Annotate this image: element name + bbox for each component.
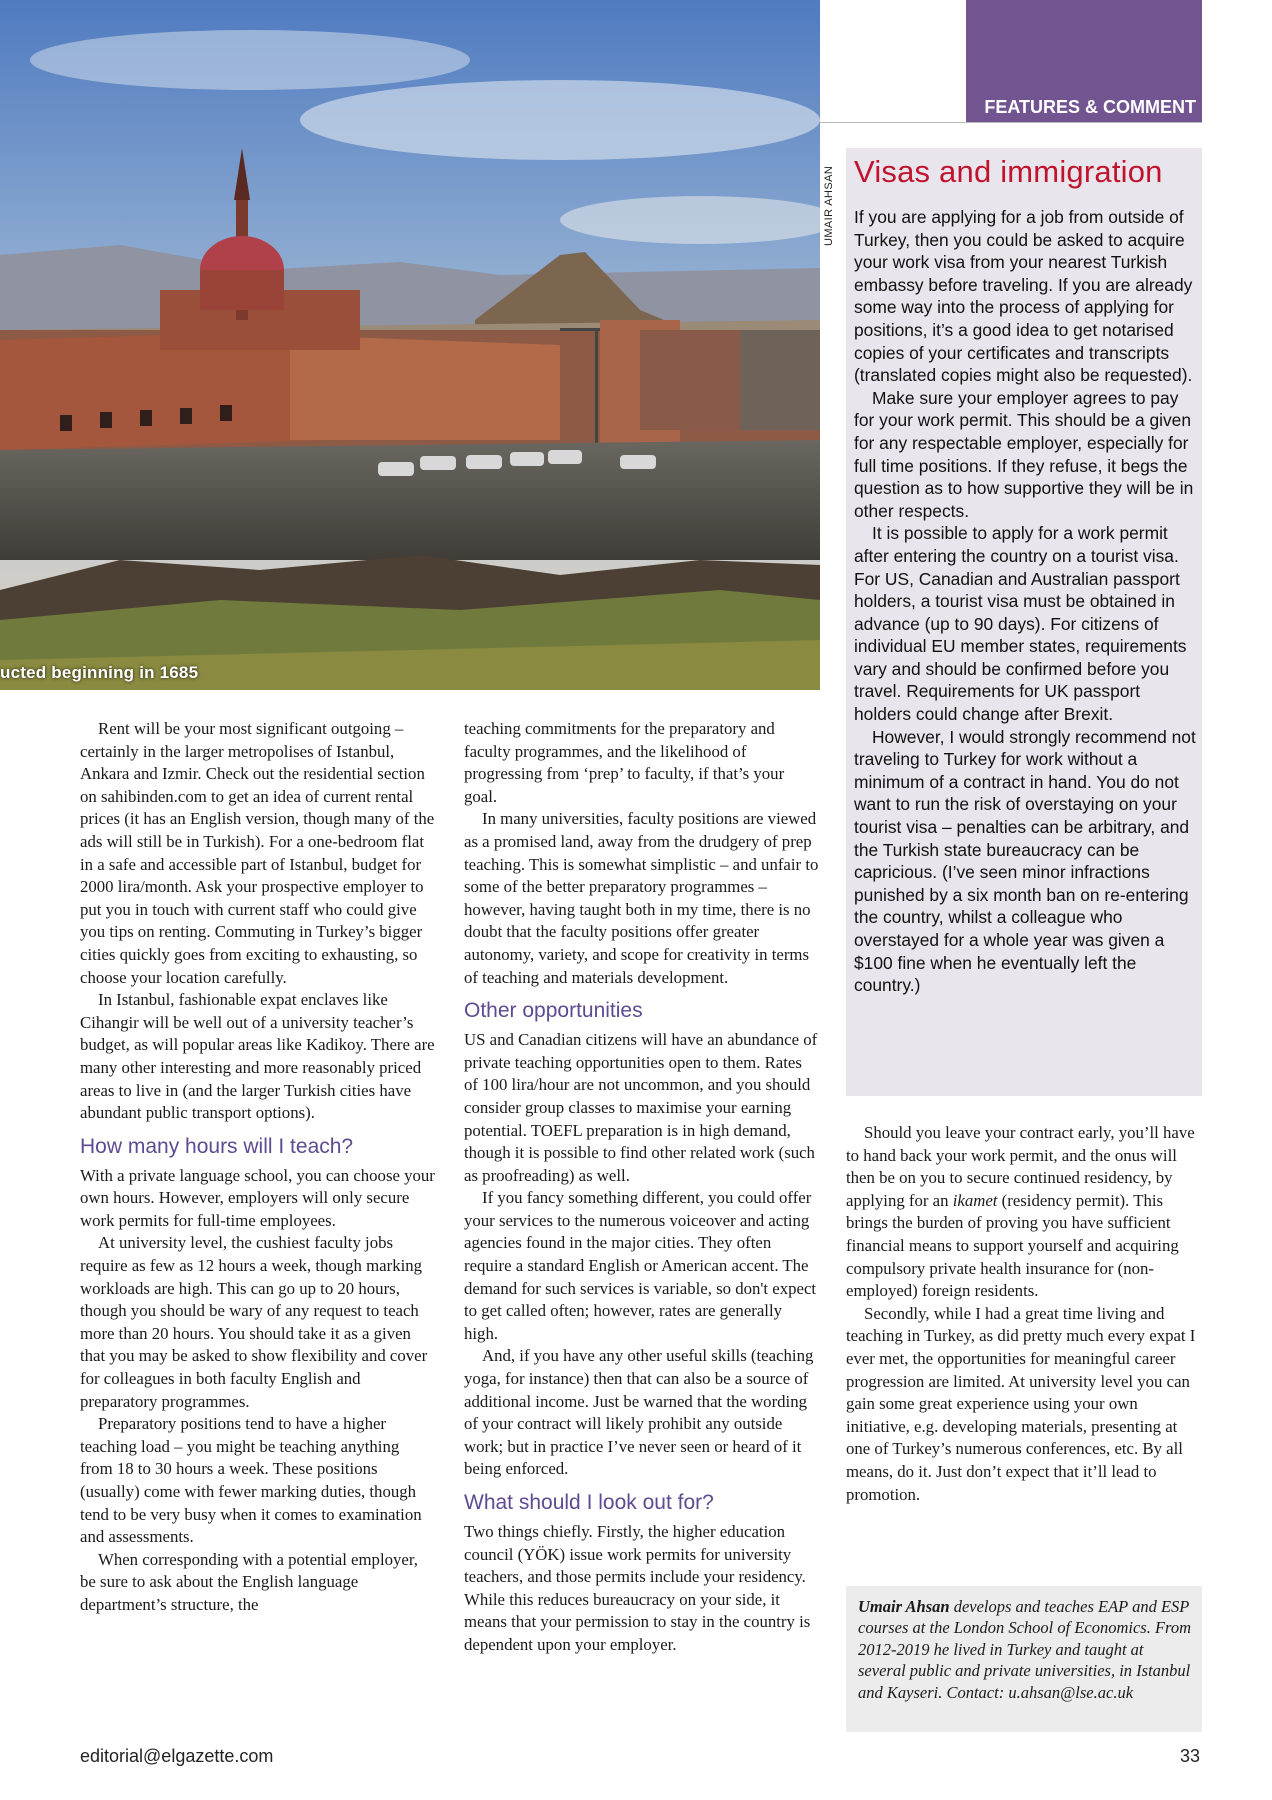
body-paragraph: With a private language school, you can choose your own hours. However, employers will only secure work permits for full-time employees. [80, 1165, 435, 1230]
text-run: (residency permit). This brings the burden of proving you have sufficient financial means to support yourself and acquiring compulsory private health insurance for (non-employed) foreign residents. [846, 1190, 1179, 1301]
visas-sidebar [846, 148, 1202, 1096]
body-paragraph: Secondly, while I had a great time living and teaching in Turkey, as did pretty much every expat I ever met, the opportunities for meaningful career progression are limited. At university level you can gain some great experience using your own initiative, e.g. developing materials, presenting at one of Turkey’s numerous conferences, etc. By all means, do it. Just don’t expect that it’ll lead to promotion. [846, 1303, 1196, 1504]
body-paragraph: In many universities, faculty positions are viewed as a promised land, away from the drudgery of prep teaching. This is somewhat simplistic – and unfair to some of the better preparatory programmes – however, having taught both in my time, there is no doubt that the faculty positions offer greater autonomy, variety, and scope for creativity in terms of teaching and materials development. [464, 809, 819, 987]
subheading: Other opportunities [464, 999, 643, 1023]
feature-photo [0, 0, 820, 690]
photo-caption: ucted beginning in 1685 [0, 663, 199, 682]
sidebar-paragraph: If you are applying for a job from outside of Turkey, then you could be asked to acquire your work visa from your nearest Turkish embassy before traveling. If you are already some way into the process of applying for positions, it’s a good idea to get notarised copies of your certificates and transcripts (translated copies might also be requested). [854, 207, 1193, 386]
body-paragraph: US and Canadian citizens will have an abundance of private teaching opportunities open to them. Rates of 100 lira/hour are not uncommon, and you should consider group classes to maximise your earning potential. TOEFL preparation is in high demand, though it is possible to find other related work (such as proofreading) as well. [464, 1030, 818, 1185]
body-paragraph: And, if you have any other useful skills (teaching yoga, for instance) then that can also be a source of additional income. Just be warned that the wording of your contract will likely prohibit any outside work; but in practice I’ve never seen or heard of it being enforced. [464, 1346, 814, 1479]
body-paragraph: Two things chiefly. Firstly, the higher education council (YÖK) issue work permits for university teachers, and those permits include your residency. While this reduces bureaucracy on your side, it means that your permission to stay in the country is dependent upon your employer. [464, 1522, 811, 1654]
footer-email[interactable]: editorial@elgazette.com [80, 1746, 274, 1766]
article-column-1 [80, 718, 436, 1617]
term-ikamet: ikamet [952, 1190, 998, 1210]
text-run: Should you leave your contract early, you’ll have to hand back your work permit, and the onus will then be on you to secure continued residency, by applying for an [846, 1123, 1195, 1210]
subheading: What should I look out for? [464, 1491, 714, 1514]
photo-credit [823, 150, 845, 250]
sidebar-paragraph: However, I would strongly recommend not traveling to Turkey for work without a minimum of a contract in hand. You do not want to run the risk of overstaying on your tourist visa – penalties can be arbitrary, and the Turkish state bureaucracy can be capricious. (I’ve seen minor infractions punished by a six month ban on re-entering the country, whilst a colleague who overstayed for a whole year was given a $100 fine when he eventually left the country.) [854, 726, 1196, 996]
photo-credit-text: UMAIR AHSAN [823, 165, 835, 246]
body-paragraph: If you fancy something different, you could offer your services to the numerous voiceover and acting agencies found in the major cities. They often require a standard English or American accent. The demand for such services is variable, so don't expect to get called often; however, rates are generally high. [464, 1188, 817, 1343]
body-paragraph: teaching commitments for the preparatory and faculty programmes, and the likelihood of progressing from ‘prep’ to faculty, if that’s your goal. [464, 719, 785, 806]
body-paragraph: When corresponding with a potential employer, be sure to ask about the English language department’s structure, the [80, 1549, 418, 1614]
body-paragraph [846, 1122, 1202, 1303]
header-rule [820, 122, 1202, 123]
sidebar-paragraph: Make sure your employer agrees to pay for your work permit. This should be a given for any respectable employer, especially for full time positions. If they refuse, it begs the question as to how supportive they will be in other respects. [854, 387, 1194, 521]
body-paragraph: Preparatory positions tend to have a higher teaching load – you might be teaching anything from 18 to 30 hours a week. These positions (usually) come with fewer marking duties, though tend to be very busy when it comes to examination and assessments. [80, 1414, 422, 1547]
article-column-2 [464, 718, 820, 1657]
subheading: How many hours will I teach? [80, 1134, 354, 1158]
author-bio [846, 1586, 1202, 1732]
sidebar-title: Visas and immigration [854, 154, 1163, 189]
section-tab [966, 0, 1202, 122]
body-paragraph: Rent will be your most significant outgoing – certainly in the larger metropolises of Istanbul, Ankara and Izmir. Check out the residential section on sahibinden.com to get an idea of current rental prices (it has an English version, though many of the ads will still be in Turkish). For a one-bedroom flat in a safe and accessible part of Istanbul, budget for 2000 lira/month. Ask your prospective employer to put you in touch with current staff who could give you tips on renting. Commuting in Turkey’s bigger cities quickly goes from exciting to exhausting, so choose your location carefully. [80, 719, 435, 987]
sidebar-paragraph: It is possible to apply for a work permit after entering the country on a tourist visa. For US, Canadian and Australian passport holders, a tourist visa must be obtained in advance (up to 90 days). For citizens of individual EU member states, requirements vary and should be confirmed before you travel. Requirements for UK passport holders could change after Brexit. [854, 523, 1187, 725]
page-number: 33 [1179, 1746, 1200, 1766]
body-paragraph: In Istanbul, fashionable expat enclaves like Cihangir will be well out of a university teacher’s budget, as will popular areas like Kadikoy. There are many other interesting and more reasonably priced areas to live in (and the larger Turkish cities have abundant public transport options). [80, 990, 435, 1123]
article-column-3 [846, 1122, 1202, 1506]
palace-photo-illustration [0, 0, 820, 690]
author-bio-text: develops and teaches EAP and ESP courses at the London School of Economics. From 2012-2019 he lived in Turkey and taught at several public and private universities, in Istanbul and Kayseri. Contact: u.ahsan@lse.ac.uk [858, 1597, 1192, 1702]
body-paragraph: At university level, the cushiest faculty jobs require as few as 12 hours a week, though marking workloads are high. This can go up to 20 hours, though you should be wary of any request to teach more than 20 hours. You should take it as a given that you may be asked to show flexibility and cover for colleagues in both faculty English and preparatory programmes. [80, 1233, 428, 1411]
author-name: Umair Ahsan [858, 1597, 950, 1616]
section-label: FEATURES & COMMENT [984, 97, 1196, 117]
